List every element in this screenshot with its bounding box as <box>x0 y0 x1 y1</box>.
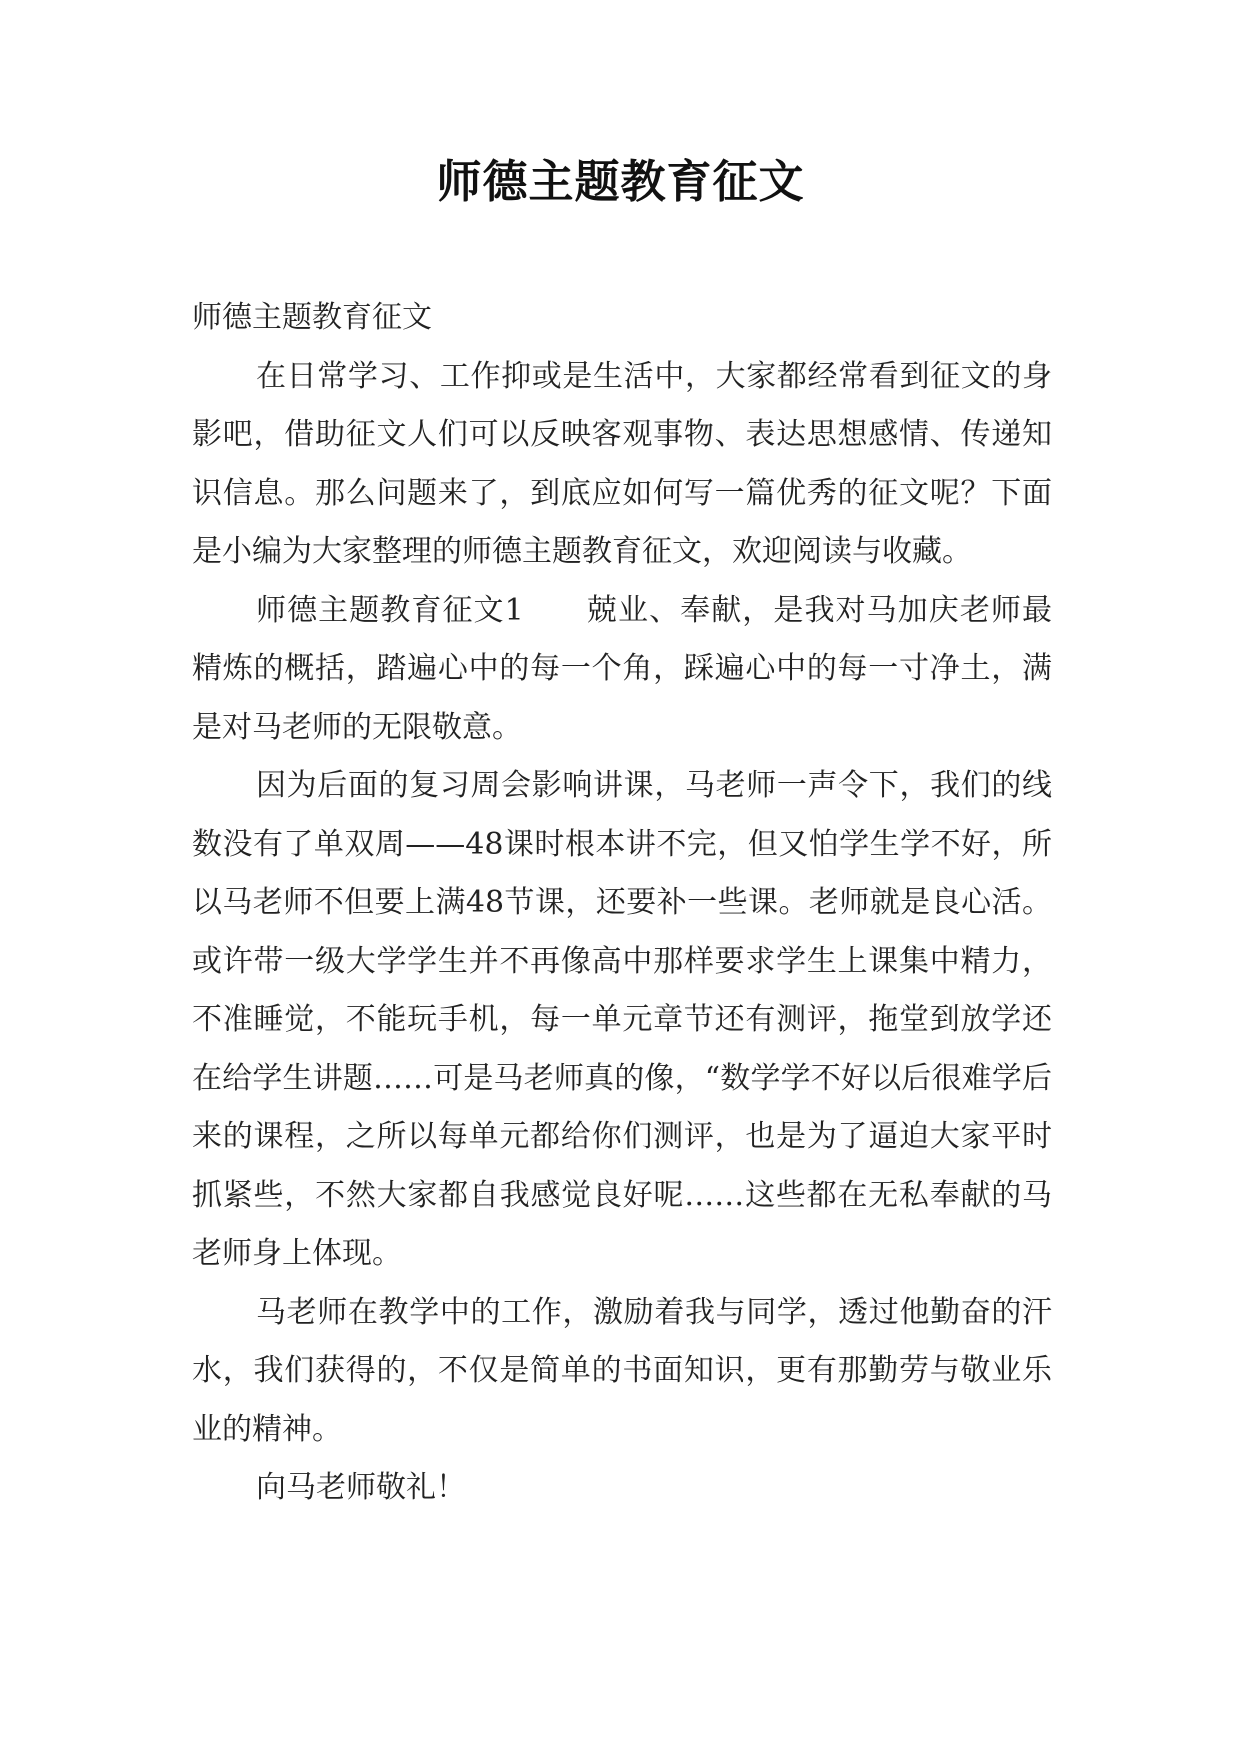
paragraph-essay-1-salute: 向马老师敬礼！ <box>256 1470 466 1505</box>
document-title: 师德主题教育征文 <box>436 155 805 208</box>
document-subtitle: 师德主题教育征文 <box>192 300 432 335</box>
document-body <box>192 289 1052 1518</box>
paragraph-essay-1-body: 因为后面的复习周会影响讲课，马老师一声令下，我们的线数没有了单双周——48课时根本讲不完，但又怕学生学不好，所以马老师不但要上满48节课，还要补一些课。老师就是良心活。或许带一级大学学生并不再像高中那样要求学生上课集中精力，不准睡觉，不能玩手机，每一单元章节还有测评，拖堂到放学还在给学生讲题……可是马老师真的像，“数学学不好以后很难学后来的课程，之所以每单元都给你们测评，也是为了逼迫大家平时抓紧些，不然大家都自我感觉良好呢……这些都在无私奉献的马老师身上体现。 <box>192 768 1052 1271</box>
paragraph-essay-1-reflection: 马老师在教学中的工作，激励着我与同学，透过他勤奋的汗水，我们获得的，不仅是简单的书面知识，更有那勤劳与敬业乐业的精神。 <box>192 1294 1052 1447</box>
paragraph-essay-1-opening: 师德主题教育征文1 兢业、奉献，是我对马加庆老师最精炼的概括，踏遍心中的每一个角，踩遍心中的每一寸净土，满是对马老师的无限敬意。 <box>192 592 1052 745</box>
paragraph-intro: 在日常学习、工作抑或是生活中，大家都经常看到征文的身影吧，借助征文人们可以反映客观事物、表达思想感情、传递知识信息。那么问题来了，到底应如何写一篇优秀的征文呢？下面是小编为大家整理的师德主题教育征文，欢迎阅读与收藏。 <box>192 358 1052 569</box>
